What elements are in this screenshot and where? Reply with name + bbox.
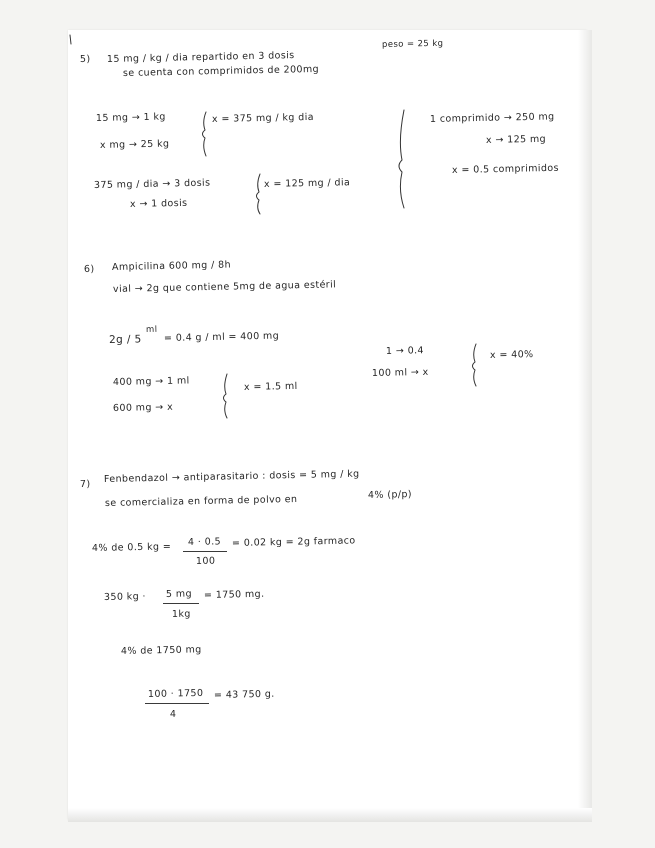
problem-6-line-2: vial → 2g que contiene 5mg de agua estéril xyxy=(112,279,337,295)
problem-7-line-1: Fenbendazol → antiparasitario : dosis = 5 mg / kg xyxy=(103,468,360,485)
problem-6-concentration-b: = 0.4 g / ml = 400 mg xyxy=(163,330,280,344)
problem-7-formula-4-result: = 43 750 g. xyxy=(213,688,275,701)
brace-stroke xyxy=(203,112,207,156)
problem-7-line-3: 4% de 1750 mg xyxy=(120,644,202,657)
problem-6-concentration-sup: ml xyxy=(145,324,158,335)
problem-6-concentration-a: 2g / 5 xyxy=(108,333,142,346)
brace-stroke xyxy=(473,344,477,386)
problem-5-number: 5) xyxy=(79,53,91,65)
problem-7-formula-2-denominator: 1kg xyxy=(171,608,191,620)
problem-6-number: 6) xyxy=(83,263,95,275)
brace-stroke xyxy=(399,110,404,208)
problem-5-weight: peso = 25 kg xyxy=(381,38,444,50)
problem-7-formula-2-numerator: 5 mg xyxy=(165,588,193,600)
problem-7-formula-4-numerator: 100 · 1750 xyxy=(147,687,204,700)
problem-5-tablet-rule-b: x → 125 mg xyxy=(485,133,547,146)
problem-7-formula-1-numerator: 4 · 0.5 xyxy=(187,536,222,548)
problem-5-rule-1b: x mg → 25 kg xyxy=(99,138,170,151)
problem-6-rule-1b: 600 mg → x xyxy=(112,401,174,414)
problem-7-formula-1-result: = 0.02 kg = 2g farmaco xyxy=(231,535,356,549)
problem-6-rule-2-result: x = 40% xyxy=(489,349,534,361)
problem-7-formula-1-prefix: 4% de 0.5 kg = xyxy=(91,541,172,554)
problem-5-rule-1a: 15 mg → 1 kg xyxy=(95,111,166,124)
brace-stroke xyxy=(257,174,261,214)
problem-7-line-2-percent: 4% (p/p) xyxy=(367,489,413,501)
problem-5-rule-2-result: x = 125 mg / dia xyxy=(263,177,351,190)
margin-tick xyxy=(70,35,71,44)
problem-7-formula-2-result: = 1750 mg. xyxy=(203,588,265,601)
problem-5-line-1: 15 mg / kg / dia repartido en 3 dosis xyxy=(106,50,295,65)
problem-7-number: 7) xyxy=(79,478,91,490)
problem-7-formula-1-denominator: 100 xyxy=(195,555,216,567)
problem-6-rule-1-result: x = 1.5 ml xyxy=(243,380,298,393)
problem-5-tablet-rule-a: 1 comprimido → 250 mg xyxy=(429,111,555,125)
problem-6-rule-1a: 400 mg → 1 ml xyxy=(112,375,190,388)
problem-7-formula-4-denominator: 4 xyxy=(169,708,177,720)
problem-5-rule-1-result: x = 375 mg / kg dia xyxy=(211,111,315,125)
problem-6-rule-2a: 1 → 0.4 xyxy=(385,345,425,357)
problem-7-formula-2-prefix: 350 kg · xyxy=(103,591,147,603)
brace-stroke xyxy=(224,374,228,418)
problem-5-line-2: se cuenta con comprimidos de 200mg xyxy=(122,63,320,79)
problem-5-tablet-result: x = 0.5 comprimidos xyxy=(451,162,559,176)
problem-5-rule-2b: x → 1 dosis xyxy=(129,197,188,210)
problem-6-line-1: Ampicilina 600 mg / 8h xyxy=(111,259,232,273)
problem-6-rule-2b: 100 ml → x xyxy=(371,366,429,379)
problem-7-line-2: se comercializa en forma de polvo en xyxy=(104,493,298,509)
problem-5-rule-2a: 375 mg / dia → 3 dosis xyxy=(93,177,211,191)
